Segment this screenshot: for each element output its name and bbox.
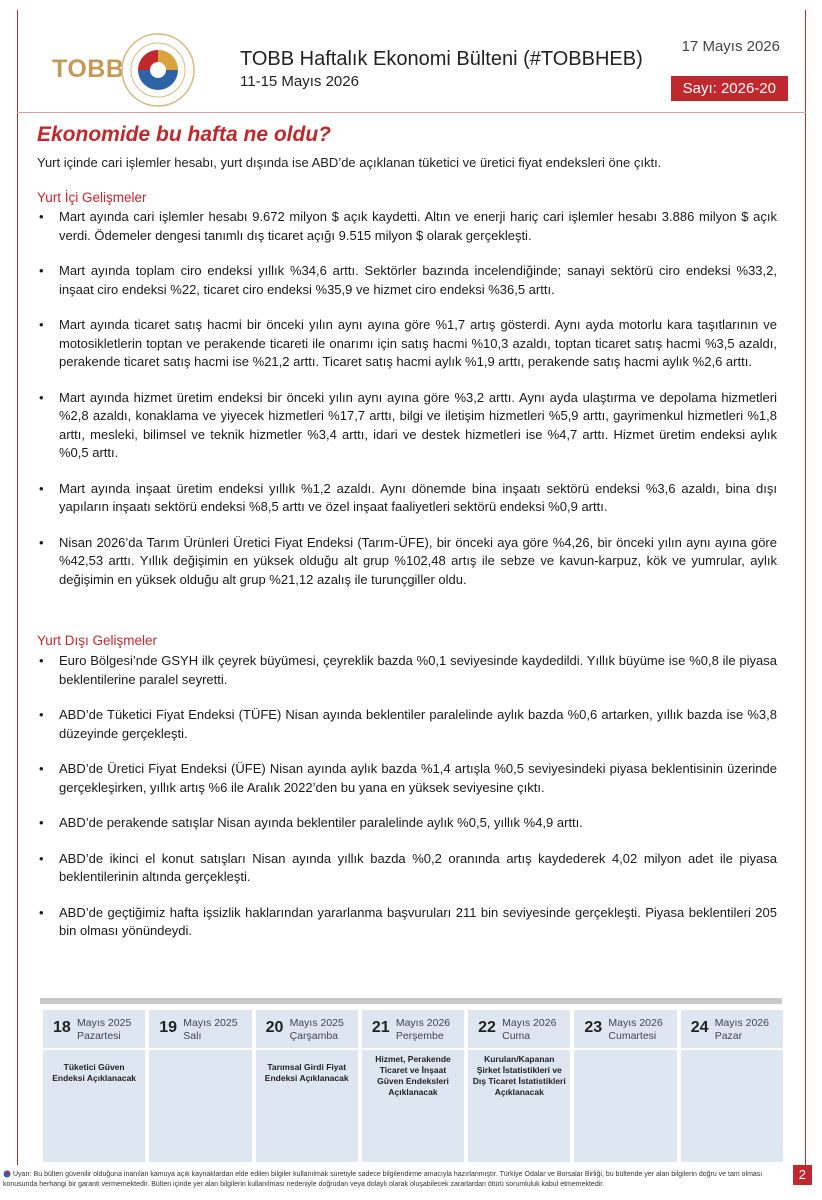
list-item: • Mart ayında ticaret satış hacmi bir önceki yılın aynı ayına göre %1,7 artış gösterdi. Aynı ayda motorlu kara taşıtlarının ve motosikletlerin toptan ve perakende ticareti ile onarımı için satış hacmi %10,3 azaldı, toptan ticaret satış hacmi %3,5 azaldı, perakende ticaret satış hacmi ise %21,2 arttı. Ticaret satış hacmi aylık %1,9 arttı, perakende satış hacmi aylık %2,6 arttı. bbox=[37, 316, 777, 372]
calendar-day bbox=[574, 1010, 676, 1162]
list-item: • Nisan 2026’da Tarım Ürünleri Üretici Fiyat Endeksi (Tarım-ÜFE), bir önceki aya göre %4,26, bir önceki yılın aynı ayına göre %42,53 arttı. Yıllık değişimin en yüksek olduğu alt grup %102,48 artış ile sebze ve kavun-karpuz, kök ve yumrular, aylık değişimin en yüksek olduğu alt grup %21,12 azalış ile turunçgiller oldu. bbox=[37, 534, 777, 590]
foreign-section-title: Yurt Dışı Gelişmeler bbox=[37, 633, 158, 648]
list-item: • Mart ayında inşaat üretim endeksi yıllık %1,2 azaldı. Aynı dönemde bina inşaatı sektörü endeksi %3,6 azaldı, bina dışı yapıların inşaatı sektörü endeksi %8,5 arttı ve özel inşaat faaliyetleri sektörü endeksi %0,9 arttı. bbox=[37, 480, 777, 517]
page-number: 2 bbox=[793, 1165, 812, 1185]
list-item: • Mart ayında hizmet üretim endeksi bir önceki yılın aynı ayına göre %3,2 arttı. Aynı ayda ulaştırma ve depolama hizmetleri %2,8 azaldı, konaklama ve yiyecek hizmetleri %17,7 arttı, bilgi ve iletişim hizmetleri %5,9 arttı, gayrimenkul hizmetleri %1,8 arttı, mesleki, bilimsel ve teknik hizmetler %3,4 arttı, idari ve destek hizmetleri ise %4,7 arttı. Hizmet üretim endeksi aylık %0,5 arttı. bbox=[37, 389, 777, 463]
calendar-divider bbox=[40, 998, 782, 1004]
calendar-day bbox=[468, 1010, 570, 1162]
calendar-day bbox=[681, 1010, 783, 1162]
day-event: Kurulan/Kapanan Şirket İstatistikleri ve Dış Ticaret İstatistikleri Açıklanacak bbox=[472, 1054, 566, 1097]
day-month: Mayıs 2026 bbox=[502, 1017, 557, 1029]
calendar-day-header bbox=[43, 1010, 145, 1050]
calendar-day bbox=[256, 1010, 358, 1162]
list-item: • ABD’de perakende satışlar Nisan ayında beklentiler paralelinde aylık %0,5, yıllık %4,9 arttı. bbox=[37, 814, 777, 833]
bulletin-title: TOBB Haftalık Ekonomi Bülteni (#TOBBHEB) bbox=[240, 48, 643, 70]
domestic-list bbox=[37, 208, 777, 606]
seal-icon bbox=[120, 32, 196, 108]
day-event: Hizmet, Perakende Ticaret ve İnşaat Güven Endeksleri Açıklanacak bbox=[375, 1054, 451, 1097]
bulletin-week: 11-15 Mayıs 2026 bbox=[240, 73, 359, 90]
day-month: Mayıs 2025 bbox=[183, 1017, 238, 1029]
main-heading: Ekonomide bu hafta ne oldu? bbox=[37, 123, 331, 146]
publication-date: 17 Mayıs 2026 bbox=[681, 38, 780, 55]
day-name: Cuma bbox=[502, 1030, 531, 1042]
disclaimer-text: Uyarı: Bu bülten güvenilir olduğuna inanılan kamuya açık kaynaklardan elde edilen bilgiler kullanılmak suretiyle sadece bilgilendirme amacıyla hazırlanmıştır. Türkiye Odalar ve Borsalar Birliği, bu bültende yer alan bilgilerin doğru ve tam olması konusunda herhangi bir garanti vermemektedir. Bülten içinde yer alan bilgilerin kullanılması nedeniyle doğrudan veya dolaylı olarak oluşabilecek zararlardan ötürü sorumluluk kabul etmemektedir. bbox=[3, 1171, 763, 1188]
list-item: • ABD’de geçtiğimiz hafta işsizlik haklarından yararlanma başvuruları 211 bin seviyesinde gerçekleşti. Piyasa beklentileri 205 bin olması yönündeydi. bbox=[37, 904, 777, 941]
calendar-day-header bbox=[468, 1010, 570, 1050]
calendar-day-header bbox=[149, 1010, 251, 1050]
calendar-day bbox=[362, 1010, 464, 1162]
day-name: Cumartesi bbox=[608, 1030, 657, 1042]
day-number: 21 bbox=[371, 1019, 390, 1036]
day-number: 23 bbox=[584, 1019, 603, 1036]
day-month: Mayıs 2025 bbox=[77, 1017, 132, 1029]
calendar-day bbox=[43, 1010, 145, 1162]
calendar-day-header bbox=[574, 1010, 676, 1050]
tobb-mini-icon bbox=[3, 1170, 11, 1178]
weekly-calendar bbox=[43, 1010, 783, 1162]
list-item: • Mart ayında toplam ciro endeksi yıllık %34,6 arttı. Sektörler bazında incelendiğinde; sanayi sektörü ciro endeksi %33,2, inşaat ciro endeksi %22, ticaret ciro endeksi %35,9 ve hizmet ciro endeksi %36,5 arttı. bbox=[37, 262, 777, 299]
day-number: 22 bbox=[478, 1019, 496, 1036]
calendar-day-header bbox=[362, 1010, 464, 1050]
calendar-day bbox=[149, 1010, 251, 1162]
list-item: • ABD’de Tüketici Fiyat Endeksi (TÜFE) Nisan ayında beklentiler paralelinde aylık bazda %0,6 artarken, yıllık bazda ise %3,8 düzeyinde gerçekleşti. bbox=[37, 706, 777, 743]
day-number: 20 bbox=[265, 1019, 284, 1036]
day-name: Salı bbox=[183, 1030, 202, 1042]
list-item: • Mart ayında cari işlemler hesabı 9.672 milyon $ açık kaydetti. Altın ve enerji hariç cari işlemler hesabı 3.886 milyon $ açık verdi. Ödemeler dengesi tanımlı dış ticaret açığı 9.515 milyon $ olarak gerçekleşti. bbox=[37, 208, 777, 245]
day-event: Tüketici Güven Endeksi Açıklanacak bbox=[52, 1062, 137, 1083]
logo-text: TOBB bbox=[52, 55, 125, 83]
day-name: Çarşamba bbox=[289, 1030, 338, 1042]
domestic-section-title: Yurt İçi Gelişmeler bbox=[37, 190, 147, 205]
list-item: • ABD’de Üretici Fiyat Endeksi (ÜFE) Nisan ayında aylık bazda %1,4 artışla %0,5 seviyesindeki piyasa beklentisinin üzerinde gerçekleşirken, yıllık artış %6 ile Aralık 2022’den bu yana en yüksek seviyesine çıktı. bbox=[37, 760, 777, 797]
day-name: Perşembe bbox=[395, 1030, 444, 1042]
day-number: 24 bbox=[690, 1019, 709, 1036]
day-name: Pazar bbox=[714, 1030, 743, 1042]
list-item: • Euro Bölgesi’nde GSYH ilk çeyrek büyümesi, çeyreklik bazda %0,1 seviyesinde kaydedildi. Yıllık büyüme ise %0,8 ile piyasa beklentilerine paralel seyretti. bbox=[37, 652, 777, 689]
list-item: • ABD’de ikinci el konut satışları Nisan ayında yıllık bazda %0,2 oranında artış kaydederek 4,02 milyon adet ile piyasa beklentilerinin altında gerçekleşti. bbox=[37, 850, 777, 887]
day-name: Pazartesi bbox=[77, 1030, 121, 1042]
day-month: Mayıs 2026 bbox=[395, 1017, 451, 1029]
intro-text: Yurt içinde cari işlemler hesabı, yurt dışında ise ABD’de açıklanan tüketici ve üretici fiyat endeksleri öne çıktı. bbox=[37, 155, 662, 170]
disclaimer bbox=[3, 1170, 763, 1190]
day-event: Tarımsal Girdi Fiyat Endeksi Açıklanacak bbox=[264, 1062, 349, 1083]
day-month: Mayıs 2026 bbox=[608, 1017, 663, 1029]
calendar-day-header bbox=[256, 1010, 358, 1050]
foreign-list bbox=[37, 652, 777, 958]
calendar-day-header bbox=[681, 1010, 783, 1050]
header-divider bbox=[17, 112, 806, 113]
issue-badge: Sayı: 2026-20 bbox=[671, 76, 788, 101]
day-number: 18 bbox=[53, 1019, 71, 1036]
day-month: Mayıs 2025 bbox=[289, 1017, 344, 1029]
day-month: Mayıs 2026 bbox=[714, 1017, 769, 1029]
day-number: 19 bbox=[159, 1019, 178, 1036]
